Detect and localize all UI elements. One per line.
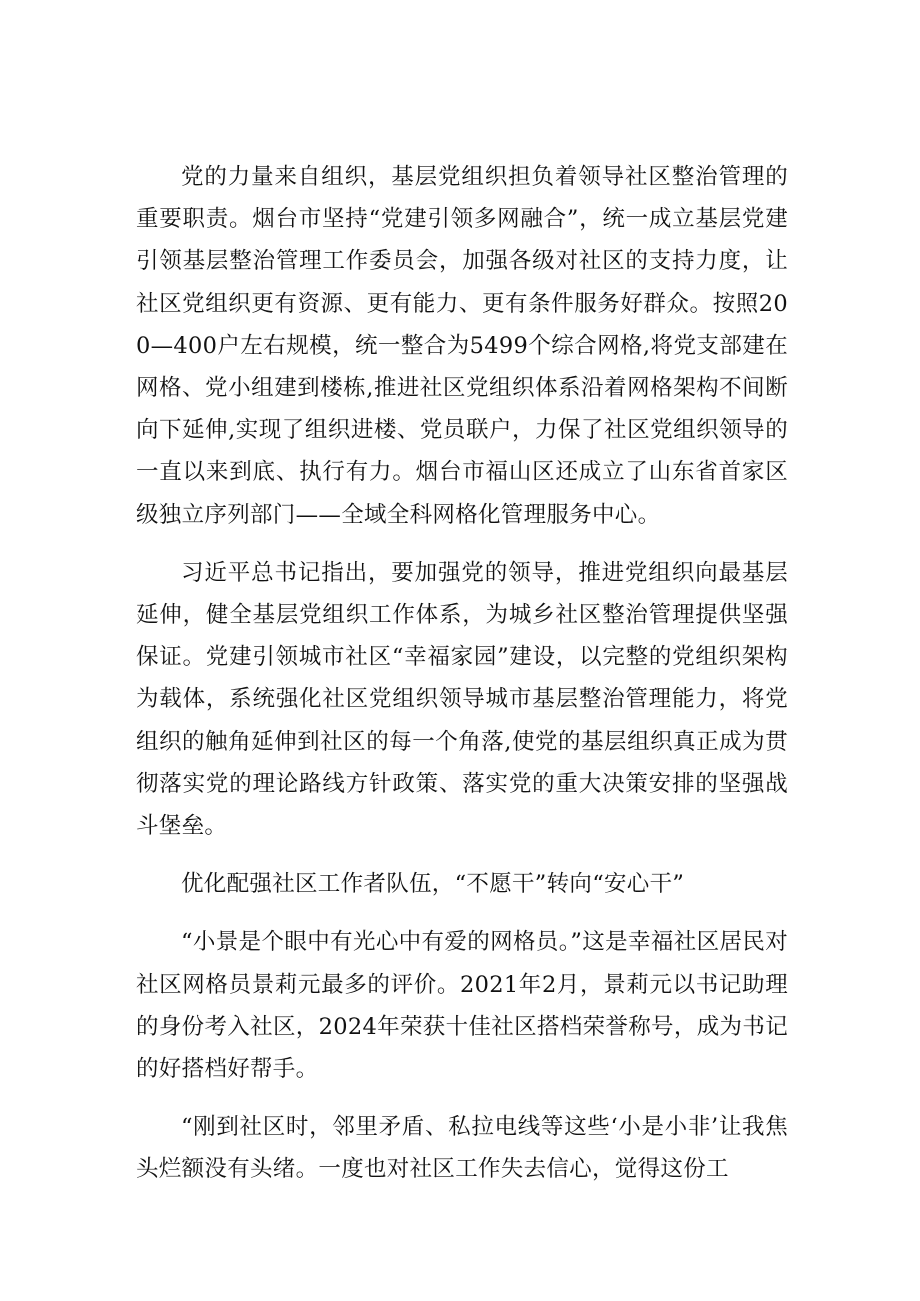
section-heading: 优化配强社区工作者队伍，“不愿干”转向“安心干” [181, 871, 685, 898]
paragraph-3: “小景是个眼中有光心中有爱的网格员。”这是幸福社区居民对社区网格员景莉元最多的评价。2021年2月，景莉元以书记助理的身份考入社区，2024年荣获十佳社区搭档荣誉称号，成为书记的好搭档好帮手。 [136, 929, 788, 1083]
document-body [136, 156, 788, 1191]
paragraph-2: 习近平总书记指出，要加强党的领导，推进党组织向最基层延伸，健全基层党组织工作体系，为城乡社区整治管理提供坚强保证。党建引领城市社区“幸福家园”建设，以完整的党组织架构为载体，系统强化社区党组织领导城市基层整治管理能力，将党组织的触角延伸到社区的每一个角落,使党的基层组织真正成为贯彻落实党的理论路线方针政策、落实党的重大决策安排的坚强战斗堡垒。 [136, 559, 788, 840]
paragraph-4: “刚到社区时，邻里矛盾、私拉电线等这些‘小是小非’让我焦头烂额没有头绪。一度也对社区工作失去信心，觉得这份工 [136, 1114, 788, 1183]
paragraph-1: 党的力量来自组织，基层党组织担负着领导社区整治管理的重要职责。烟台市坚持“党建引领多网融合”，统一成立基层党建引领基层整治管理工作委员会，加强各级对社区的支持力度，让社区党组织更有资源、更有能力、更有条件服务好群众。按照200—400户左右规模，统一整合为5499个综合网格,将党支部建在网格、党小组建到楼栋,推进社区党组织体系沿着网格架构不间断向下延伸,实现了组织进楼、党员联户，力保了社区党组织领导的一直以来到底、执行有力。烟台市福山区还成立了山东省首家区级独立序列部门——全域全科网格化管理服务中心。 [136, 164, 788, 528]
